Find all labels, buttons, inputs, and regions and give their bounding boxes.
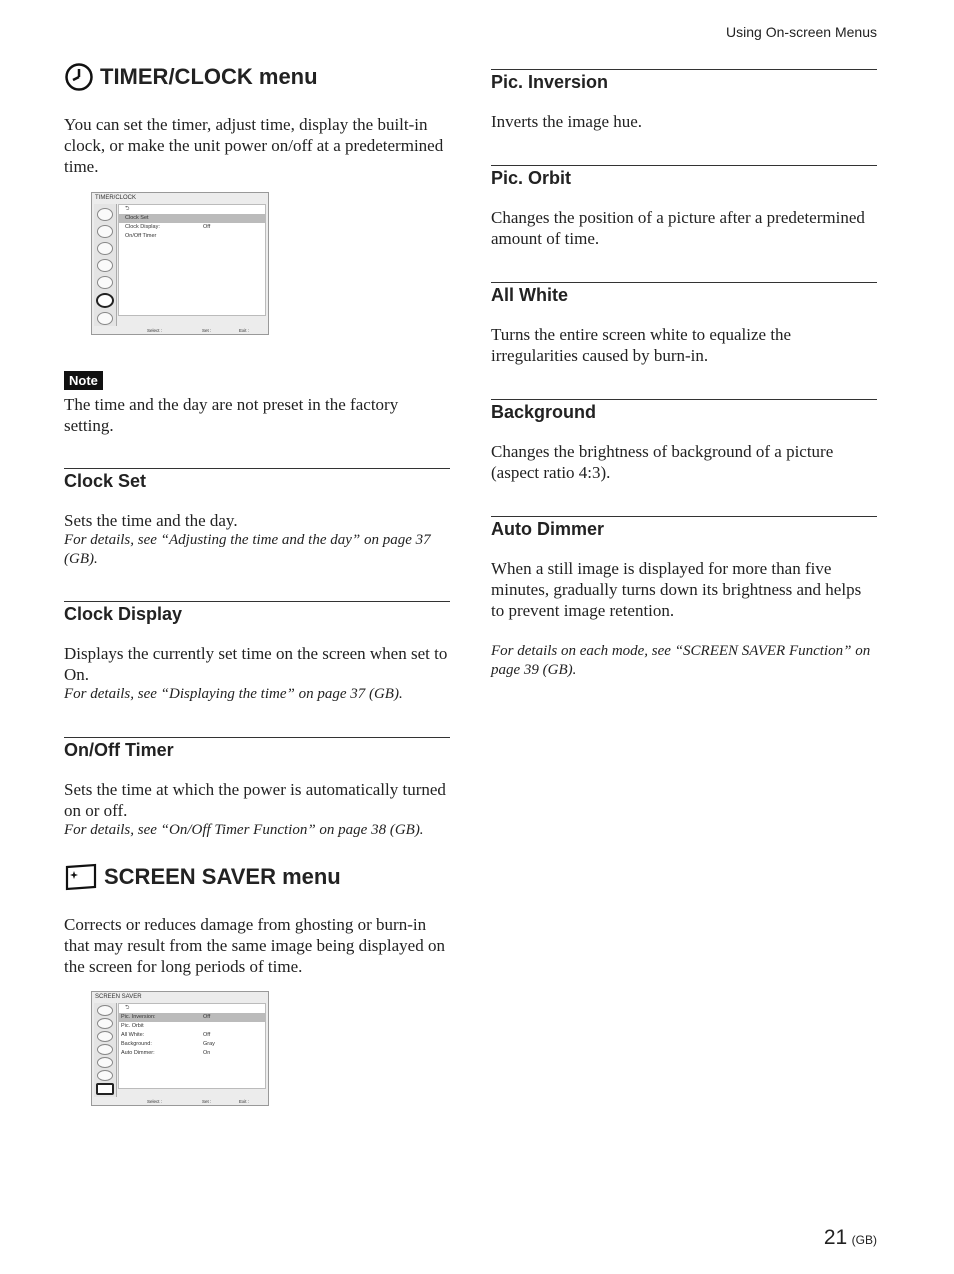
osd-menu-icon bbox=[97, 1018, 113, 1029]
screen-saver-osd bbox=[91, 991, 269, 1106]
osd-menu-icon bbox=[97, 1057, 113, 1068]
section-pic-orbit bbox=[491, 165, 877, 249]
section-body: Sets the time at which the power is automatically turned on or off. bbox=[64, 780, 446, 820]
osd-menu-icon bbox=[97, 1005, 113, 1016]
section-heading: Clock Set bbox=[64, 471, 147, 491]
osd-title: TIMER/CLOCK bbox=[95, 195, 137, 201]
osd-back-row: ⮌ bbox=[125, 1005, 130, 1011]
section-heading: Pic. Orbit bbox=[491, 168, 572, 188]
osd-footer-exit: Exit : bbox=[239, 1099, 250, 1104]
osd-footer-select: Select : bbox=[147, 1099, 163, 1104]
section-body: Displays the currently set time on the screen when set to On. bbox=[64, 644, 448, 684]
page-number bbox=[824, 1226, 877, 1250]
note-block bbox=[64, 371, 103, 390]
osd-menu-icon bbox=[97, 1031, 113, 1042]
osd-footer-set: Set : bbox=[202, 328, 212, 333]
clock-icon bbox=[64, 62, 94, 92]
section-ref: For details, see “Adjusting the time and the day” on page 37 (GB). bbox=[64, 532, 431, 567]
page-number-suffix: (GB) bbox=[851, 1233, 877, 1247]
timer-clock-title bbox=[64, 62, 318, 92]
note-badge: Note bbox=[64, 371, 103, 390]
section-ref: For details, see “On/Off Timer Function” on page 38 (GB). bbox=[64, 822, 424, 838]
note-text: The time and the day are not preset in the factory setting. bbox=[64, 395, 399, 435]
osd-menu-icon bbox=[97, 242, 113, 255]
timer-clock-intro: You can set the timer, adjust time, display the built-in clock, or make the unit power on/off at a predetermined time. bbox=[64, 115, 444, 176]
osd-row: Clock Set bbox=[119, 214, 265, 223]
osd-clock-icon bbox=[96, 293, 114, 308]
section-heading: Background bbox=[491, 402, 597, 422]
timer-clock-title-text: TIMER/CLOCK menu bbox=[100, 64, 318, 89]
osd-main bbox=[118, 1003, 266, 1089]
screen-saver-final-ref: For details on each mode, see “SCREEN SAVER Function” on page 39 (GB). bbox=[491, 643, 871, 678]
osd-row: On/Off Timer bbox=[125, 233, 157, 239]
osd-footer-set: Set : bbox=[202, 1099, 212, 1104]
osd-menu-icon bbox=[97, 225, 113, 238]
section-body: When a still image is displayed for more than five minutes, gradually turns down its brightness and helps to prevent image retention. bbox=[491, 559, 862, 620]
page-number-value: 21 bbox=[823, 1226, 848, 1249]
screen-saver-title-text: SCREEN SAVER menu bbox=[104, 864, 341, 889]
section-background bbox=[491, 399, 877, 483]
osd-sidebar bbox=[94, 204, 117, 326]
section-pic-inversion bbox=[491, 69, 877, 132]
osd-menu-icon bbox=[97, 208, 113, 221]
osd-back-row: ⮌ bbox=[125, 206, 130, 212]
osd-menu-icon bbox=[97, 1070, 113, 1081]
screen-saver-title bbox=[64, 863, 341, 891]
osd-menu-icon bbox=[97, 259, 113, 272]
section-body: Changes the brightness of background of a picture (aspect ratio 4:3). bbox=[491, 442, 834, 482]
section-auto-dimmer bbox=[491, 516, 877, 621]
osd-main bbox=[118, 204, 266, 316]
section-on-off-timer bbox=[64, 737, 450, 840]
section-heading: On/Off Timer bbox=[64, 740, 174, 760]
osd-menu-icon bbox=[97, 312, 113, 325]
osd-menu-icon bbox=[97, 276, 113, 289]
osd-row: Pic. Inversion: Off bbox=[119, 1013, 265, 1022]
osd-row: All White: Off bbox=[121, 1032, 211, 1038]
section-heading: Clock Display bbox=[64, 604, 183, 624]
osd-row: Auto Dimmer: On bbox=[121, 1050, 211, 1056]
section-heading: Auto Dimmer bbox=[491, 519, 605, 539]
osd-footer-select: Select : bbox=[147, 328, 163, 333]
osd-screen-saver-icon bbox=[96, 1083, 114, 1095]
running-head: Using On-screen Menus bbox=[726, 24, 877, 40]
screen-saver-intro: Corrects or reduces damage from ghosting or burn-in that may result from the same image being displayed on the screen for long periods of time. bbox=[64, 915, 445, 976]
section-clock-set bbox=[64, 468, 450, 569]
section-all-white bbox=[491, 282, 877, 366]
osd-menu-icon bbox=[97, 1044, 113, 1055]
osd-title: SCREEN SAVER bbox=[95, 994, 142, 1000]
section-clock-display bbox=[64, 601, 450, 704]
section-ref: For details, see “Displaying the time” on page 37 (GB). bbox=[64, 686, 403, 702]
osd-footer-exit: Exit : bbox=[239, 328, 250, 333]
section-body: Sets the time and the day. bbox=[64, 511, 238, 530]
section-body: Turns the entire screen white to equalize the irregularities caused by burn-in. bbox=[491, 325, 792, 365]
osd-row: Pic. Orbit bbox=[121, 1023, 144, 1029]
osd-sidebar bbox=[94, 1003, 117, 1097]
timer-clock-osd bbox=[91, 192, 269, 335]
section-heading: Pic. Inversion bbox=[491, 72, 609, 92]
osd-row: Clock Display: Off bbox=[125, 224, 211, 230]
screen-saver-icon bbox=[64, 863, 98, 891]
osd-row: Background: Gray bbox=[121, 1041, 215, 1047]
section-body: Inverts the image hue. bbox=[491, 112, 643, 131]
section-heading: All White bbox=[491, 285, 568, 305]
section-body: Changes the position of a picture after a predetermined amount of time. bbox=[491, 208, 865, 248]
